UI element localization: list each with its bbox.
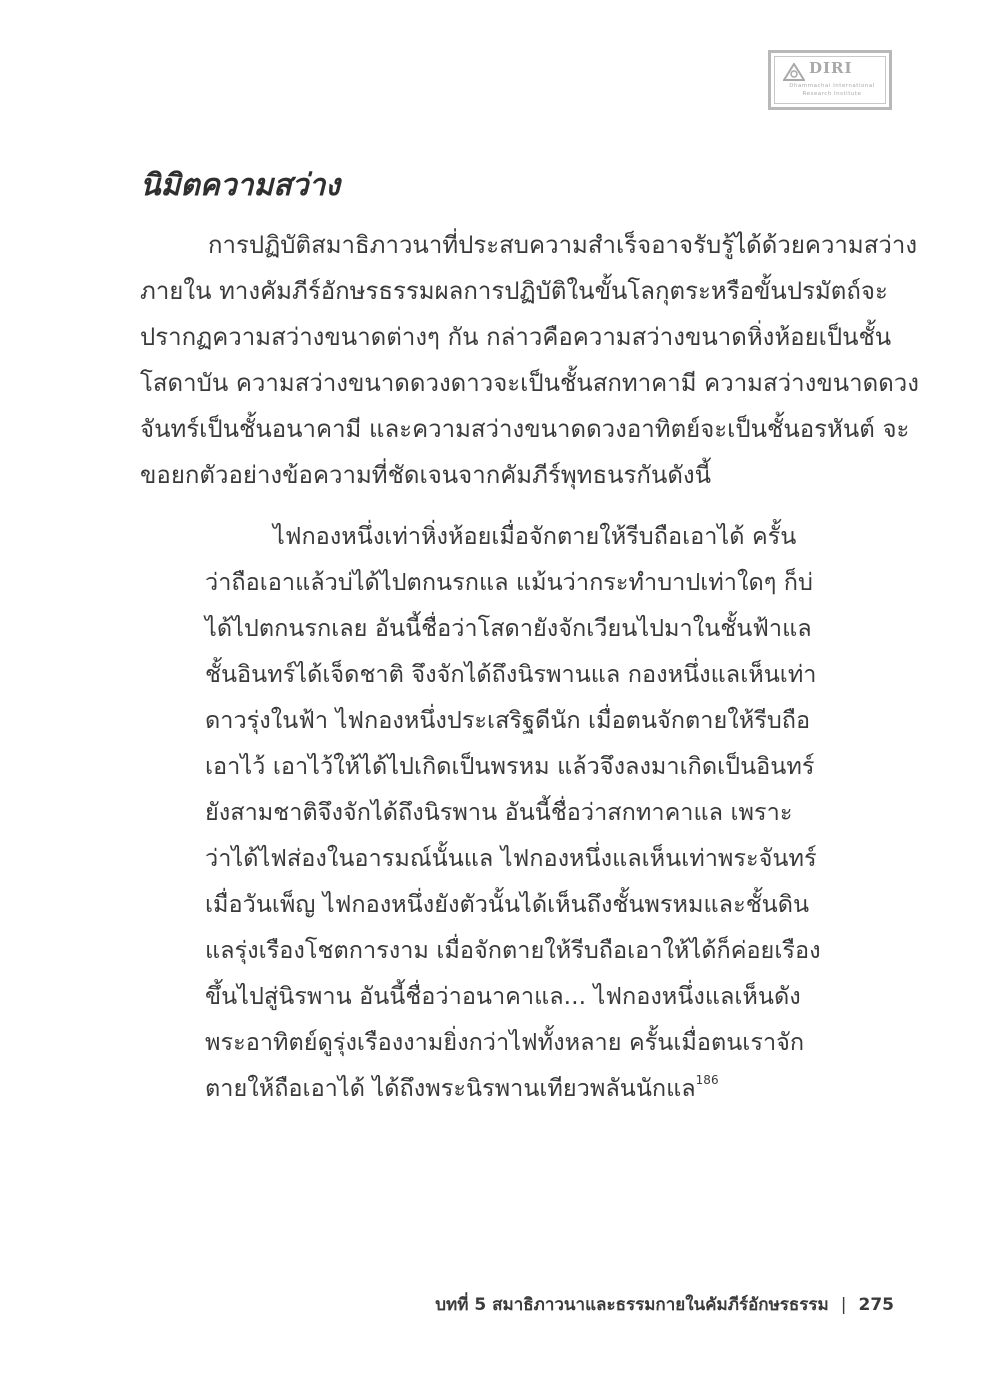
footnote-reference[interactable]: 186: [695, 1073, 719, 1087]
section-heading: นิมิตความสว่าง: [140, 168, 340, 203]
page-number: 275: [858, 1295, 894, 1315]
triangle-logo-icon: [783, 63, 805, 81]
quote-line: ได้ไปตกนรกเลย อันนี้ชื่อว่าโสดายังจักเวียนไปมาในชั้นฟ้าแล: [205, 614, 812, 642]
diri-logo: [768, 50, 892, 110]
quote-line: ไฟกองหนึ่งเท่าหิ่งห้อยเมื่อจักตายให้รีบถือเอาได้ ครั้น: [273, 522, 797, 550]
paragraph-line: ปรากฏความสว่างขนาดต่างๆ กัน กล่าวคือความสว่างขนาดหิ่งห้อยเป็นชั้น: [140, 323, 892, 351]
paragraph-line: จันทร์เป็นชั้นอนาคามี และความสว่างขนาดดวงอาทิตย์จะเป็นชั้นอรหันต์ จะ: [140, 415, 910, 443]
block-quote: [205, 513, 829, 1111]
page-footer: [435, 1291, 894, 1318]
logo-subtitle-1: Dhammachai International: [789, 83, 875, 89]
paragraph-line: โสดาบัน ความสว่างขนาดดวงดาวจะเป็นชั้นสกทาคามี ความสว่างขนาดดวง: [140, 369, 919, 397]
quote-line: ยังสามชาติจึงจักได้ถึงนิรพาน อันนี้ชื่อว่าสกทาคาแล เพราะ: [205, 798, 793, 826]
quote-line: แลรุ่งเรืองโชตการงาม เมื่อจักตายให้รีบถือเอาให้ได้ก็ค่อยเรือง: [205, 936, 821, 964]
quote-line: ชั้นอินทร์ได้เจ็ดชาติ จึงจักได้ถึงนิรพานแล กองหนึ่งแลเห็นเท่า: [205, 660, 817, 688]
quote-line: เอาไว้ เอาไว้ให้ได้ไปเกิดเป็นพรหม แล้วจึงลงมาเกิดเป็นอินทร์: [205, 752, 815, 780]
paragraph-line: การปฏิบัติสมาธิภาวนาที่ประสบความสำเร็จอาจรับรู้ได้ด้วยความสว่าง: [208, 231, 918, 259]
paragraph-line: ขอยกตัวอย่างข้อความที่ชัดเจนจากคัมภีร์พุทธนรกันดังนี้: [140, 461, 712, 489]
chapter-title: บทที่ 5 สมาธิภาวนาและธรรมกายในคัมภีร์อักษรธรรม: [435, 1295, 829, 1315]
quote-line: ว่าได้ไฟส่องในอารมณ์นั้นแล ไฟกองหนึ่งแลเห็นเท่าพระจันทร์: [205, 844, 817, 872]
logo-name: DIRI: [809, 59, 853, 77]
footer-separator: |: [840, 1295, 847, 1315]
quote-line-text: ตายให้ถือเอาได้ ได้ถึงพระนิรพานเทียวพลันนักแล: [205, 1074, 696, 1102]
logo-subtitle-2: Research Institute: [802, 91, 862, 97]
quote-line: พระอาทิตย์ดูรุ่งเรืองงามยิ่งกว่าไฟทั้งหลาย ครั้นเมื่อตนเราจัก: [205, 1028, 805, 1056]
body-paragraph: [140, 222, 919, 498]
quote-line: ดาวรุ่งในฟ้า ไฟกองหนึ่งประเสริฐดีนัก เมื่อตนจักตายให้รีบถือ: [205, 706, 811, 734]
quote-line: ขึ้นไปสู่นิรพาน อันนี้ชื่อว่าอนาคาแล... ไฟกองหนึ่งแลเห็นดัง: [205, 982, 801, 1010]
quote-line: เมื่อวันเพ็ญ ไฟกองหนึ่งยังตัวนั้นได้เห็นถึงชั้นพรหมและชั้นดิน: [205, 890, 810, 918]
paragraph-line: ภายใน ทางคัมภีร์อักษรธรรมผลการปฏิบัติในขั้นโลกุตระหรือขั้นปรมัตถ์จะ: [140, 277, 888, 305]
quote-line-last: [205, 1065, 829, 1111]
quote-line: ว่าถือเอาแล้วบ่ได้ไปตกนรกแล แม้นว่ากระทำบาปเท่าใดๆ ก็บ่: [205, 568, 813, 596]
